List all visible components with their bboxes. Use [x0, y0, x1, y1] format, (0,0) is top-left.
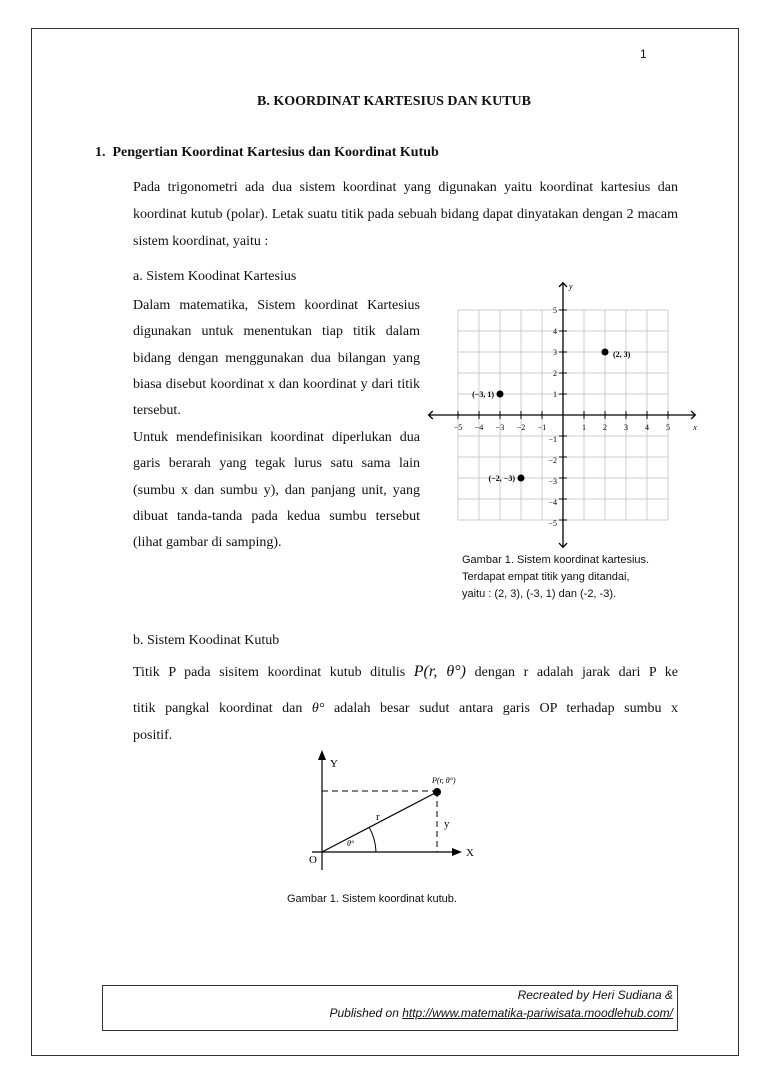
x-tick-label: −1	[537, 423, 547, 432]
cartesian-caption: Gambar 1. Sistem koordinat kartesius. Terdapat empat titik yang ditandai, yaitu : (2, 3), (-3, 1) dan (-2, -3).	[462, 554, 650, 600]
polar-line-2: titik pangkal koordinat dan θ° adalah besar sudut antara garis OP terhadap sumbu x	[133, 701, 679, 716]
polar-line-1: Titik P pada sisitem koordinat kutub ditulis P(r, θ°) dengan r adalah jarak dari P ke	[133, 663, 678, 680]
x-tick-label: −4	[474, 423, 484, 432]
y-tick-label: 5	[553, 306, 557, 315]
paragraph-a1: Dalam matematika, Sistem koordinat Kartesius digunakan untuk menentukan tiap titik dalam bidang dengan menggunakan dua bilangan yang biasa disebut koordinat x dan koordinat y dari titik tersebut.	[133, 298, 420, 419]
svg-text:Y: Y	[330, 758, 338, 770]
data-point-label: (−3, 1)	[472, 390, 494, 399]
x-axis-label: x	[693, 423, 697, 432]
svg-text:O: O	[309, 854, 317, 866]
y-tick-label: 1	[553, 390, 557, 399]
data-point	[602, 349, 609, 356]
y-tick-label: −2	[548, 456, 557, 465]
svg-text:P(r, θ°): P(r, θ°)	[432, 776, 456, 785]
document-title: B. KOORDINAT KARTESIUS DAN KUTUB	[257, 94, 531, 109]
paragraph-a2: Untuk mendefinisikan koordinat diperlukan dua garis berarah yang tegak lurus satu sama lain (sumbu x dan sumbu y), dan panjang unit, yang dibuat tanda-tanda pada kedua sumbu tersebut (lihat gambar di samping).	[133, 430, 420, 551]
x-tick-label: −2	[516, 423, 526, 432]
x-tick-label: 2	[603, 423, 607, 432]
svg-text:θ°: θ°	[347, 839, 355, 848]
y-axis-label: y	[569, 281, 573, 291]
x-tick-label: 4	[645, 423, 649, 432]
data-point-label: (2, 3)	[613, 350, 631, 359]
subheading-a: a. Sistem Koodinat Kartesius	[133, 269, 297, 284]
y-tick-label: −3	[548, 477, 557, 486]
x-tick-label: −5	[453, 423, 463, 432]
x-tick-label: −3	[495, 423, 505, 432]
svg-text:y: y	[444, 818, 450, 830]
y-tick-label: 2	[553, 369, 557, 378]
polar-line-3: positif.	[133, 728, 173, 743]
page-number: 1	[640, 47, 647, 61]
svg-text:X: X	[466, 847, 474, 859]
x-tick-label: 1	[582, 423, 586, 432]
footer-box: Recreated by Heri Sudiana & Published on http://www.matematika-pariwisata.moodlehub.com/	[102, 985, 678, 1031]
data-point-label: (−2, −3)	[488, 474, 515, 483]
y-tick-label: 4	[553, 327, 557, 336]
cartesian-graph	[425, 280, 715, 550]
svg-text:r: r	[376, 811, 380, 823]
point-p	[433, 788, 441, 796]
intro-paragraph: Pada trigonometri ada dua sistem koordinat yang digunakan yaitu koordinat kartesius dan koordinat kutub (polar). Letak suatu titik pada sebuah bidang dapat dinyatakan dengan 2 macam sistem koordinat, yaitu :	[133, 180, 678, 249]
polar-formula: P(r, θ°)	[413, 663, 467, 680]
y-tick-label: 3	[553, 348, 557, 357]
x-tick-label: 5	[666, 423, 670, 432]
data-point	[518, 475, 525, 482]
section-heading: 1. Pengertian Koordinat Kartesius dan Koordinat Kutub	[95, 145, 439, 160]
subheading-b: b. Sistem Koodinat Kutub	[133, 633, 280, 648]
y-tick-label: −5	[548, 519, 557, 528]
y-tick-label: −1	[548, 435, 557, 444]
y-tick-label: −4	[548, 498, 557, 507]
footer-link[interactable]: http://www.matematika-pariwisata.moodlehub.com/	[402, 1006, 673, 1020]
polar-caption: Gambar 1. Sistem koordinat kutub.	[287, 893, 457, 905]
x-tick-label: 3	[624, 423, 628, 432]
data-point	[497, 391, 504, 398]
polar-diagram	[290, 748, 490, 873]
